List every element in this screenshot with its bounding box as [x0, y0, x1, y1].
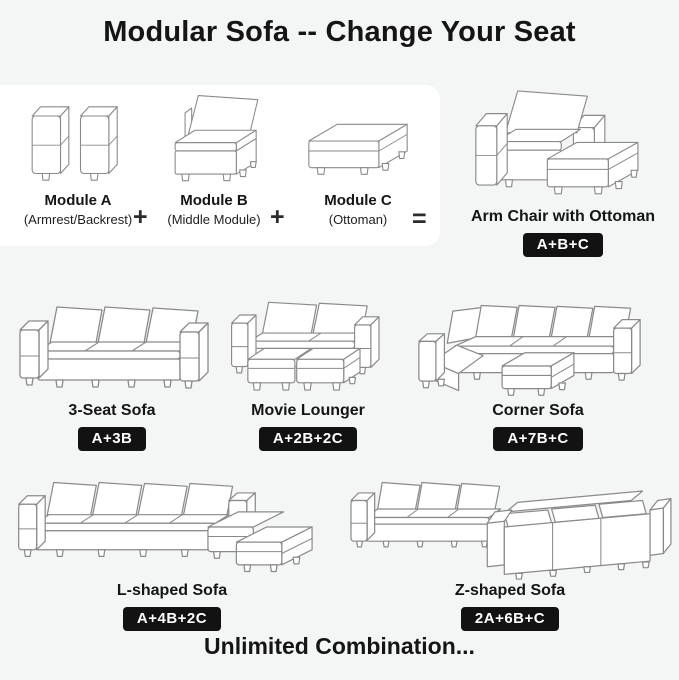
corner-sofa-illustration	[407, 296, 669, 400]
armchair-ottoman-group	[452, 84, 674, 257]
module-b-subtitle: (Middle Module)	[167, 212, 261, 227]
combo-l-shaped-sofa	[4, 474, 340, 631]
module-c-illustration	[293, 91, 423, 191]
combo-code-badge: A+7B+C	[493, 427, 582, 451]
module-a-figure	[14, 91, 142, 227]
z-shaped-sofa-illustration	[347, 474, 673, 580]
module-c-name: Module C	[324, 192, 392, 209]
equals-operator: =	[412, 205, 427, 233]
l-shaped-sofa-illustration	[7, 474, 337, 580]
plus-operator: +	[270, 203, 285, 231]
module-a-name: Module A	[44, 192, 112, 209]
combo-code-badge: A+4B+2C	[123, 607, 221, 631]
combo-code-badge: A+B+C	[523, 233, 604, 257]
arm-chair-with-ottoman-illustration	[458, 84, 668, 206]
combo-name: L-shaped Sofa	[116, 582, 228, 599]
plus-operator: +	[133, 203, 148, 231]
combo-name: Z-shaped Sofa	[454, 582, 566, 599]
combo-name: 3-Seat Sofa	[68, 402, 156, 419]
combo-code-badge: 2A+6B+C	[461, 607, 559, 631]
module-a-illustration	[19, 91, 137, 191]
combo-z-shaped-sofa	[344, 474, 676, 631]
movie-lounger-illustration	[224, 296, 392, 400]
module-a-subtitle: (Armrest/Backrest)	[23, 212, 133, 227]
combo-movie-lounger	[224, 296, 392, 451]
3-seat-sofa-illustration	[12, 296, 212, 400]
module-b-figure	[152, 91, 276, 227]
module-c-figure	[292, 91, 424, 227]
module-b-illustration	[152, 91, 276, 191]
combo-code-badge: A+2B+2C	[259, 427, 357, 451]
module-c-subtitle: (Ottoman)	[328, 212, 388, 227]
module-b-name: Module B	[180, 192, 248, 209]
combo-code-badge: A+3B	[78, 427, 147, 451]
result-name: Arm Chair with Ottoman	[470, 208, 655, 225]
page-title: Modular Sofa -- Change Your Seat	[103, 16, 576, 48]
footer-text: Unlimited Combination...	[204, 633, 475, 659]
combo-corner-sofa	[404, 296, 672, 451]
modules-legend-panel	[0, 85, 440, 246]
combo-name: Corner Sofa	[492, 402, 584, 419]
combo-name: Movie Lounger	[251, 402, 365, 419]
combo-3-seat-sofa	[6, 296, 218, 451]
